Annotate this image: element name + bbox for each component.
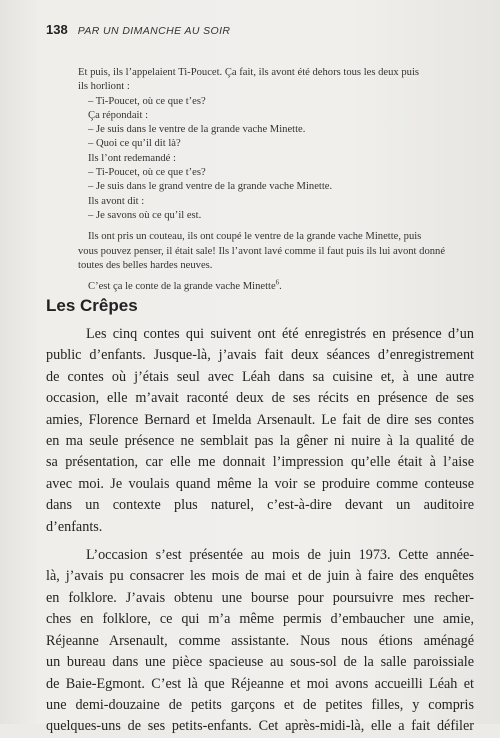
- dialogue-line: – Je suis dans le ventre de la grande vache Minette.: [88, 124, 306, 136]
- body-line: ches en folklore, ce qui m’a même permis d’embaucher une amie,: [46, 611, 474, 628]
- body-line: amies, Florence Bernard et Imelda Arsenault. Le fait de dire ses contes: [46, 411, 474, 428]
- dialogue-para-line: vous pouvez penser, il était sale! Ils l’avont lavé comme il faut puis ils lui avont donné: [78, 245, 446, 257]
- body-line: là, j’avais pu consacrer les mois de mai et de juin à faire des enquêtes: [46, 568, 474, 585]
- body-line: quelques-uns de ses petits-enfants. Cet après-midi-là, elle a fait défiler: [46, 718, 474, 735]
- body-line: L’occasion s’est présentée au mois de juin 1973. Cette année-: [86, 547, 474, 564]
- running-title: PAR UN DIMANCHE AU SOIR: [77, 25, 231, 37]
- body-line: un bureau dans une pièce spacieuse au sous-sol de la salle paroissiale: [46, 654, 474, 671]
- dialogue-line: – Ti-Poucet, où ce que t’es?: [88, 95, 206, 107]
- dialogue-line: ils horliont :: [78, 81, 130, 93]
- dialogue-line: – Ti-Poucet, où ce que t’es?: [88, 167, 206, 179]
- body-line: sa présentation, car elle me donnait l’impression qu’elle était à l’aise: [46, 454, 474, 471]
- body-line: occasion, elle m’avait raconté deux de ses récits en présence de ses: [46, 390, 474, 407]
- body-line: de Baie-Egmont. C’est là que Réjeanne et moi avons accueilli Léah et: [46, 675, 474, 692]
- dialogue-line: – Quoi ce qu’il dit là?: [88, 138, 181, 150]
- dialogue-para-line: toutes des belles hardes neuves.: [78, 259, 213, 271]
- page-number: 138: [46, 22, 68, 37]
- body-text: [46, 324, 474, 738]
- body-line: de contes où j’étais seul avec Léah dans sa cuisine et, à une autre: [46, 368, 474, 385]
- dialogue-block: [78, 66, 456, 294]
- page-header: [46, 22, 466, 42]
- section-title: Les Crêpes: [46, 296, 138, 315]
- closing-line: [78, 280, 456, 294]
- body-line: en ma seule présence ne semblait pas la gêner ni nuire à la qualité de: [46, 433, 474, 450]
- dialogue-line: – Je savons où ce qu’il est.: [88, 209, 202, 221]
- body-line: Réjeanne Arsenault, comme assistante. Nous nous étions aménagé: [46, 632, 474, 649]
- body-line: d’enfants.: [46, 518, 103, 535]
- dialogue-line: Ils l’ont redemandé :: [88, 152, 176, 164]
- closing-end: .: [279, 281, 282, 293]
- body-line: Les cinq contes qui suivent ont été enregistrés en présence d’un: [86, 326, 474, 342]
- dialogue-line: Ça répondait :: [88, 109, 149, 121]
- dialogue-para-line: Ils ont pris un couteau, ils ont coupé le ventre de la grande vache Minette, puis: [88, 231, 422, 243]
- dialogue-line: Ils avont dit :: [88, 195, 145, 207]
- footnote-marker: 6: [275, 278, 280, 287]
- closing-text: C’est ça le conte de la grande vache Minette: [88, 281, 276, 293]
- body-line: en folklore. J’avais obtenu une bourse pour poursuivre mes recher-: [46, 589, 474, 606]
- body-line: une demi-douzaine de petits garçons et de petites filles, y compris: [46, 696, 474, 713]
- dialogue-line: – Je suis dans le grand ventre de la grande vache Minette.: [88, 181, 333, 193]
- body-line: avec moi. Je voulais quand même la voir se produire comme conteuse: [46, 475, 474, 492]
- body-line: dans un contexte plus naturel, c’est-à-dire devant un auditoire: [46, 497, 474, 514]
- dialogue-line: Et puis, ils l’appelaient Ti-Poucet. Ça fait, ils avont été dehors tous les deux puis: [78, 67, 420, 78]
- body-line: public d’enfants. Jusque-là, j’avais fait deux séances d’enregistrement: [46, 347, 474, 364]
